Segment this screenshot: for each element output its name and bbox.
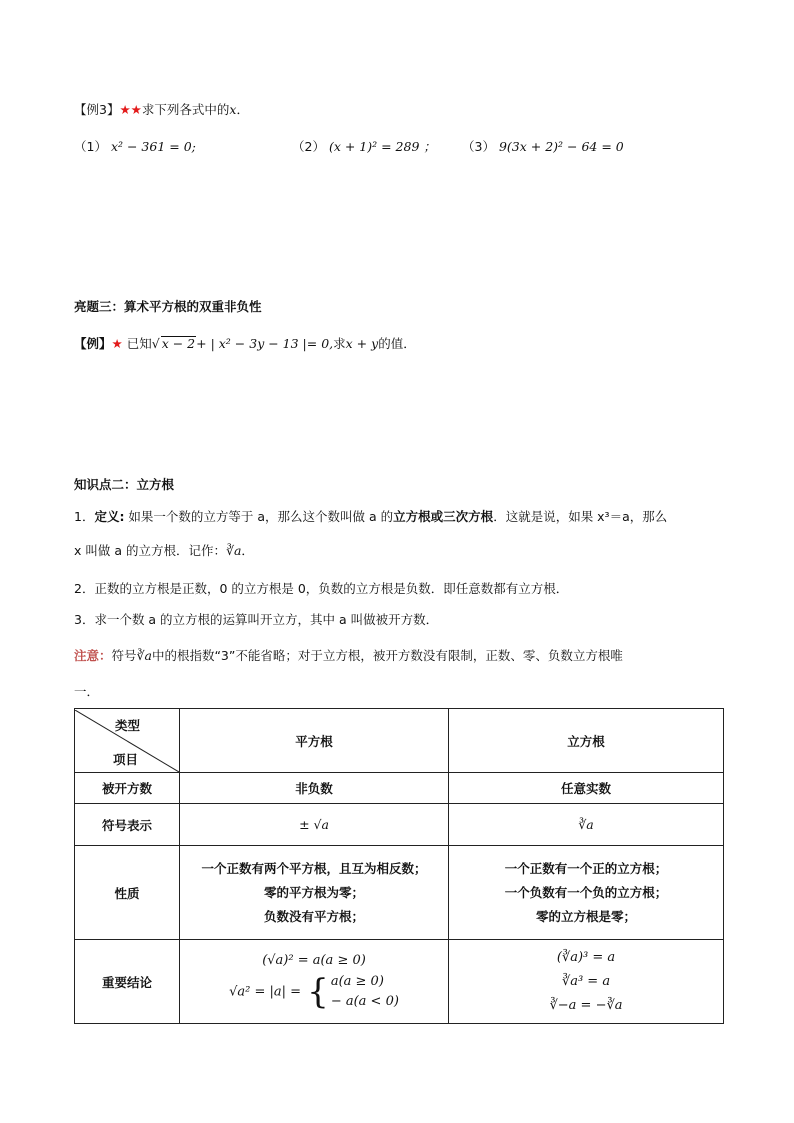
case-line: a(a ≥ 0) xyxy=(330,974,384,990)
item-number: （1） xyxy=(74,139,107,154)
knowledge2-p3: 3．求一个数 a 的立方根的运算叫开立方，其中 a 叫做被开方数． xyxy=(74,612,439,627)
p1-definition-label: 定义: xyxy=(94,509,125,524)
table-row xyxy=(75,773,724,804)
table-cell: 任意实数 xyxy=(449,773,724,804)
example3-prompt: 求下列各式中的 xyxy=(141,102,230,117)
abs-expression: + | x² − 3y − 13 |= 0, xyxy=(196,336,334,351)
note-text-a: 符号 xyxy=(111,648,137,663)
difficulty-star: ★ xyxy=(111,336,123,351)
example3-heading xyxy=(74,101,249,119)
section-title-highlight3: 亮题三：算术平方根的双重非负性 xyxy=(74,299,262,314)
conclusion-line: ∛−a = −∛a xyxy=(549,997,623,1013)
note-cube-root-symbol: ∛a xyxy=(136,648,152,663)
example3-period: ． xyxy=(236,102,249,117)
knowledge2-p1-line2 xyxy=(74,542,254,560)
table-header-row xyxy=(75,709,724,773)
example3-item-3 xyxy=(462,138,624,156)
table-row-properties xyxy=(75,846,724,940)
row-label: 性质 xyxy=(75,846,180,940)
equation: x² − 361 = 0; xyxy=(110,139,196,154)
knowledge2-p1 xyxy=(74,508,667,526)
highlight3-example xyxy=(74,335,416,353)
property-line: 一个正数有一个正的立方根； xyxy=(504,860,668,876)
property-line: 负数没有平方根； xyxy=(263,908,364,924)
note-label: 注意： xyxy=(74,648,112,663)
equation: (x + 1)² = 289 ； xyxy=(328,139,436,154)
property-line: 一个负数有一个负的立方根； xyxy=(504,884,668,900)
example-tail: 的值． xyxy=(378,336,416,351)
conclusion-line: (√a)² = a(a ≥ 0) xyxy=(262,953,366,969)
target-expression: x + y xyxy=(345,336,379,351)
square-root-properties xyxy=(180,846,449,940)
table-cell: ± √a xyxy=(180,804,449,846)
p1-number: 1． xyxy=(74,509,95,524)
item-number: （3） xyxy=(462,139,495,154)
piecewise-brace: { a(a ≥ 0) − a(a < 0) xyxy=(307,972,399,1013)
radicand: x − 2 xyxy=(161,336,196,351)
diag-top-label: 类型 xyxy=(115,717,141,733)
section-title-knowledge2: 知识点二：立方根 xyxy=(74,477,175,492)
p1-text-b: ．这就是说，如果 x³＝a，那么 xyxy=(493,509,668,524)
cube-root-properties xyxy=(449,846,724,940)
table-cell: ∛a xyxy=(449,804,724,846)
table-cell: 非负数 xyxy=(180,773,449,804)
item-number: （2） xyxy=(292,139,325,154)
equation: 9(3x + 2)² − 64 = 0 xyxy=(498,139,624,154)
p1-term: 立方根或三次方根 xyxy=(393,509,494,524)
p1-line2-text: x 叫做 a 的立方根．记作： xyxy=(74,543,226,558)
diagonal-header-cell xyxy=(75,709,180,773)
col-header-cube-root: 立方根 xyxy=(449,709,724,773)
sqrt-expression: √ x − 2 xyxy=(151,336,196,351)
example3-variable: x xyxy=(229,102,237,117)
row-label: 被开方数 xyxy=(75,773,180,804)
square-root-conclusions xyxy=(180,940,449,1024)
table-row-conclusions xyxy=(75,940,724,1024)
difficulty-stars: ★★ xyxy=(119,102,142,117)
example-pre: 已知 xyxy=(122,336,152,351)
knowledge2-note xyxy=(74,647,623,665)
property-line: 一个正数有两个平方根，且互为相反数； xyxy=(201,860,427,876)
p1-text-a: 如果一个数的立方等于 a，那么这个数叫做 a 的 xyxy=(124,509,394,524)
note-text-b: 中的根指数“3”不能省略；对于立方根，被开方数没有限制，正数、零、负数立方根唯 xyxy=(151,648,623,663)
cube-root-symbol: ∛a xyxy=(225,543,242,558)
conclusion-line: ∛a³ = a xyxy=(561,973,611,989)
example3-item-2 xyxy=(292,138,436,156)
comparison-table xyxy=(74,708,724,1024)
conclusion-piecewise xyxy=(180,972,448,1013)
example3-label: 【例3】 xyxy=(74,102,120,117)
diag-bottom-label: 项目 xyxy=(113,751,139,767)
ask-word: 求 xyxy=(333,336,346,351)
case-line: − a(a < 0) xyxy=(330,994,399,1010)
row-label: 符号表示 xyxy=(75,804,180,846)
piecewise-lhs: √a² = |a| = xyxy=(229,984,302,1000)
table-row xyxy=(75,804,724,846)
p1-end: ． xyxy=(241,543,254,558)
col-header-square-root: 平方根 xyxy=(180,709,449,773)
knowledge2-note-line2: 一． xyxy=(74,684,100,699)
property-line: 零的平方根为零； xyxy=(263,884,364,900)
example-label: 【例】 xyxy=(74,336,112,351)
knowledge2-p2: 2．正数的立方根是正数，0 的立方根是 0，负数的立方根是负数．即任意数都有立方根． xyxy=(74,581,569,596)
example3-item-1 xyxy=(74,138,196,156)
row-label: 重要结论 xyxy=(75,940,180,1024)
cube-root-conclusions xyxy=(449,940,724,1024)
conclusion-line: (∛a)³ = a xyxy=(556,949,616,965)
property-line: 零的立方根是零； xyxy=(535,908,636,924)
